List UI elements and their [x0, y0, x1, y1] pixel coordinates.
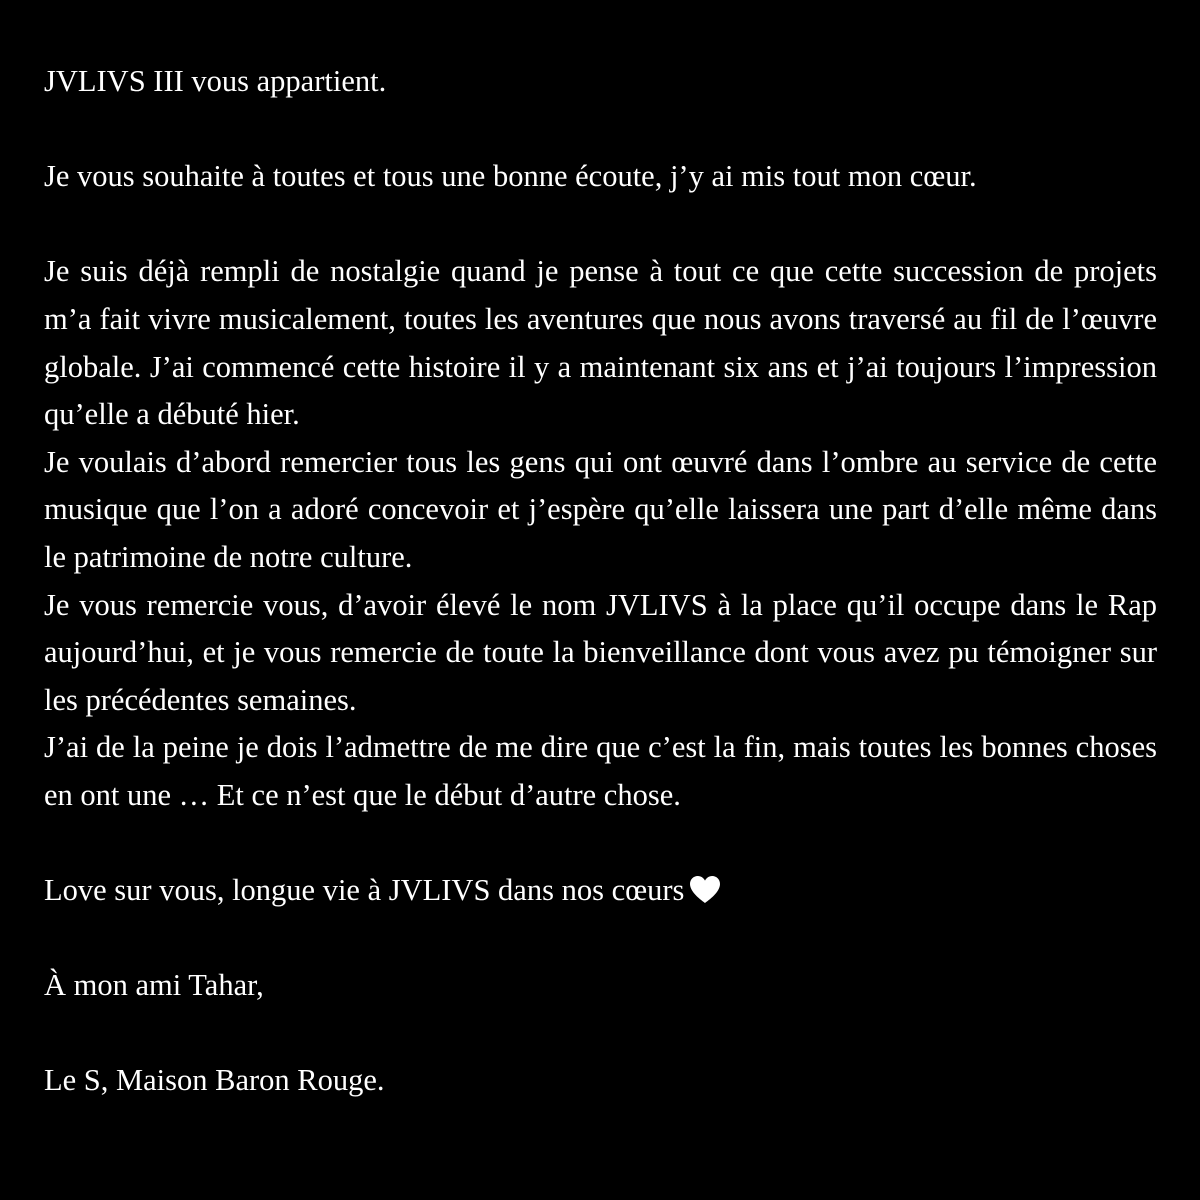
- love-line: [44, 867, 1157, 915]
- wish-paragraph: Je vous souhaite à toutes et tous une bonne écoute, j’y ai mis tout mon cœur.: [44, 159, 977, 194]
- signature-line: Le S, Maison Baron Rouge.: [44, 1063, 385, 1098]
- dedication-line: À mon ami Tahar,: [44, 968, 264, 1003]
- white-heart-icon: [688, 871, 722, 901]
- nostalgia-paragraph: Je suis déjà rempli de nostalgie quand je pense à tout ce que cette succession de projets m’a fait vivre musicalement, toutes les aventures que nous avons traversé au fil de l’œuvre globale. J’ai commencé cette histoire il y a maintenant six ans et j’ai toujours l’impression qu’elle a débuté hier.: [44, 254, 1157, 432]
- thanks-fans-paragraph: Je vous remercie vous, d’avoir élevé le nom JVLIVS à la place qu’il occupe dans le Rap aujourd’hui, et je vous remercie de toute la bienveillance dont vous avez pu témoigner sur les précédentes semaines.: [44, 587, 1157, 717]
- letter-text: [44, 58, 1157, 1105]
- love-text: Love sur vous, longue vie à JVLIVS dans nos cœurs: [44, 873, 685, 908]
- ending-paragraph: J’ai de la peine je dois l’admettre de me dire que c’est la fin, mais toutes les bonnes choses en ont une … Et ce n’est que le début d’autre chose.: [44, 730, 1157, 812]
- thanks-team-paragraph: Je voulais d’abord remercier tous les gens qui ont œuvré dans l’ombre au service de cette musique que l’on a adoré concevoir et j’espère qu’elle laissera une part d’elle même dans le patrimoine de notre culture.: [44, 444, 1157, 574]
- opening-line: JVLIVS III vous appartient.: [44, 64, 387, 98]
